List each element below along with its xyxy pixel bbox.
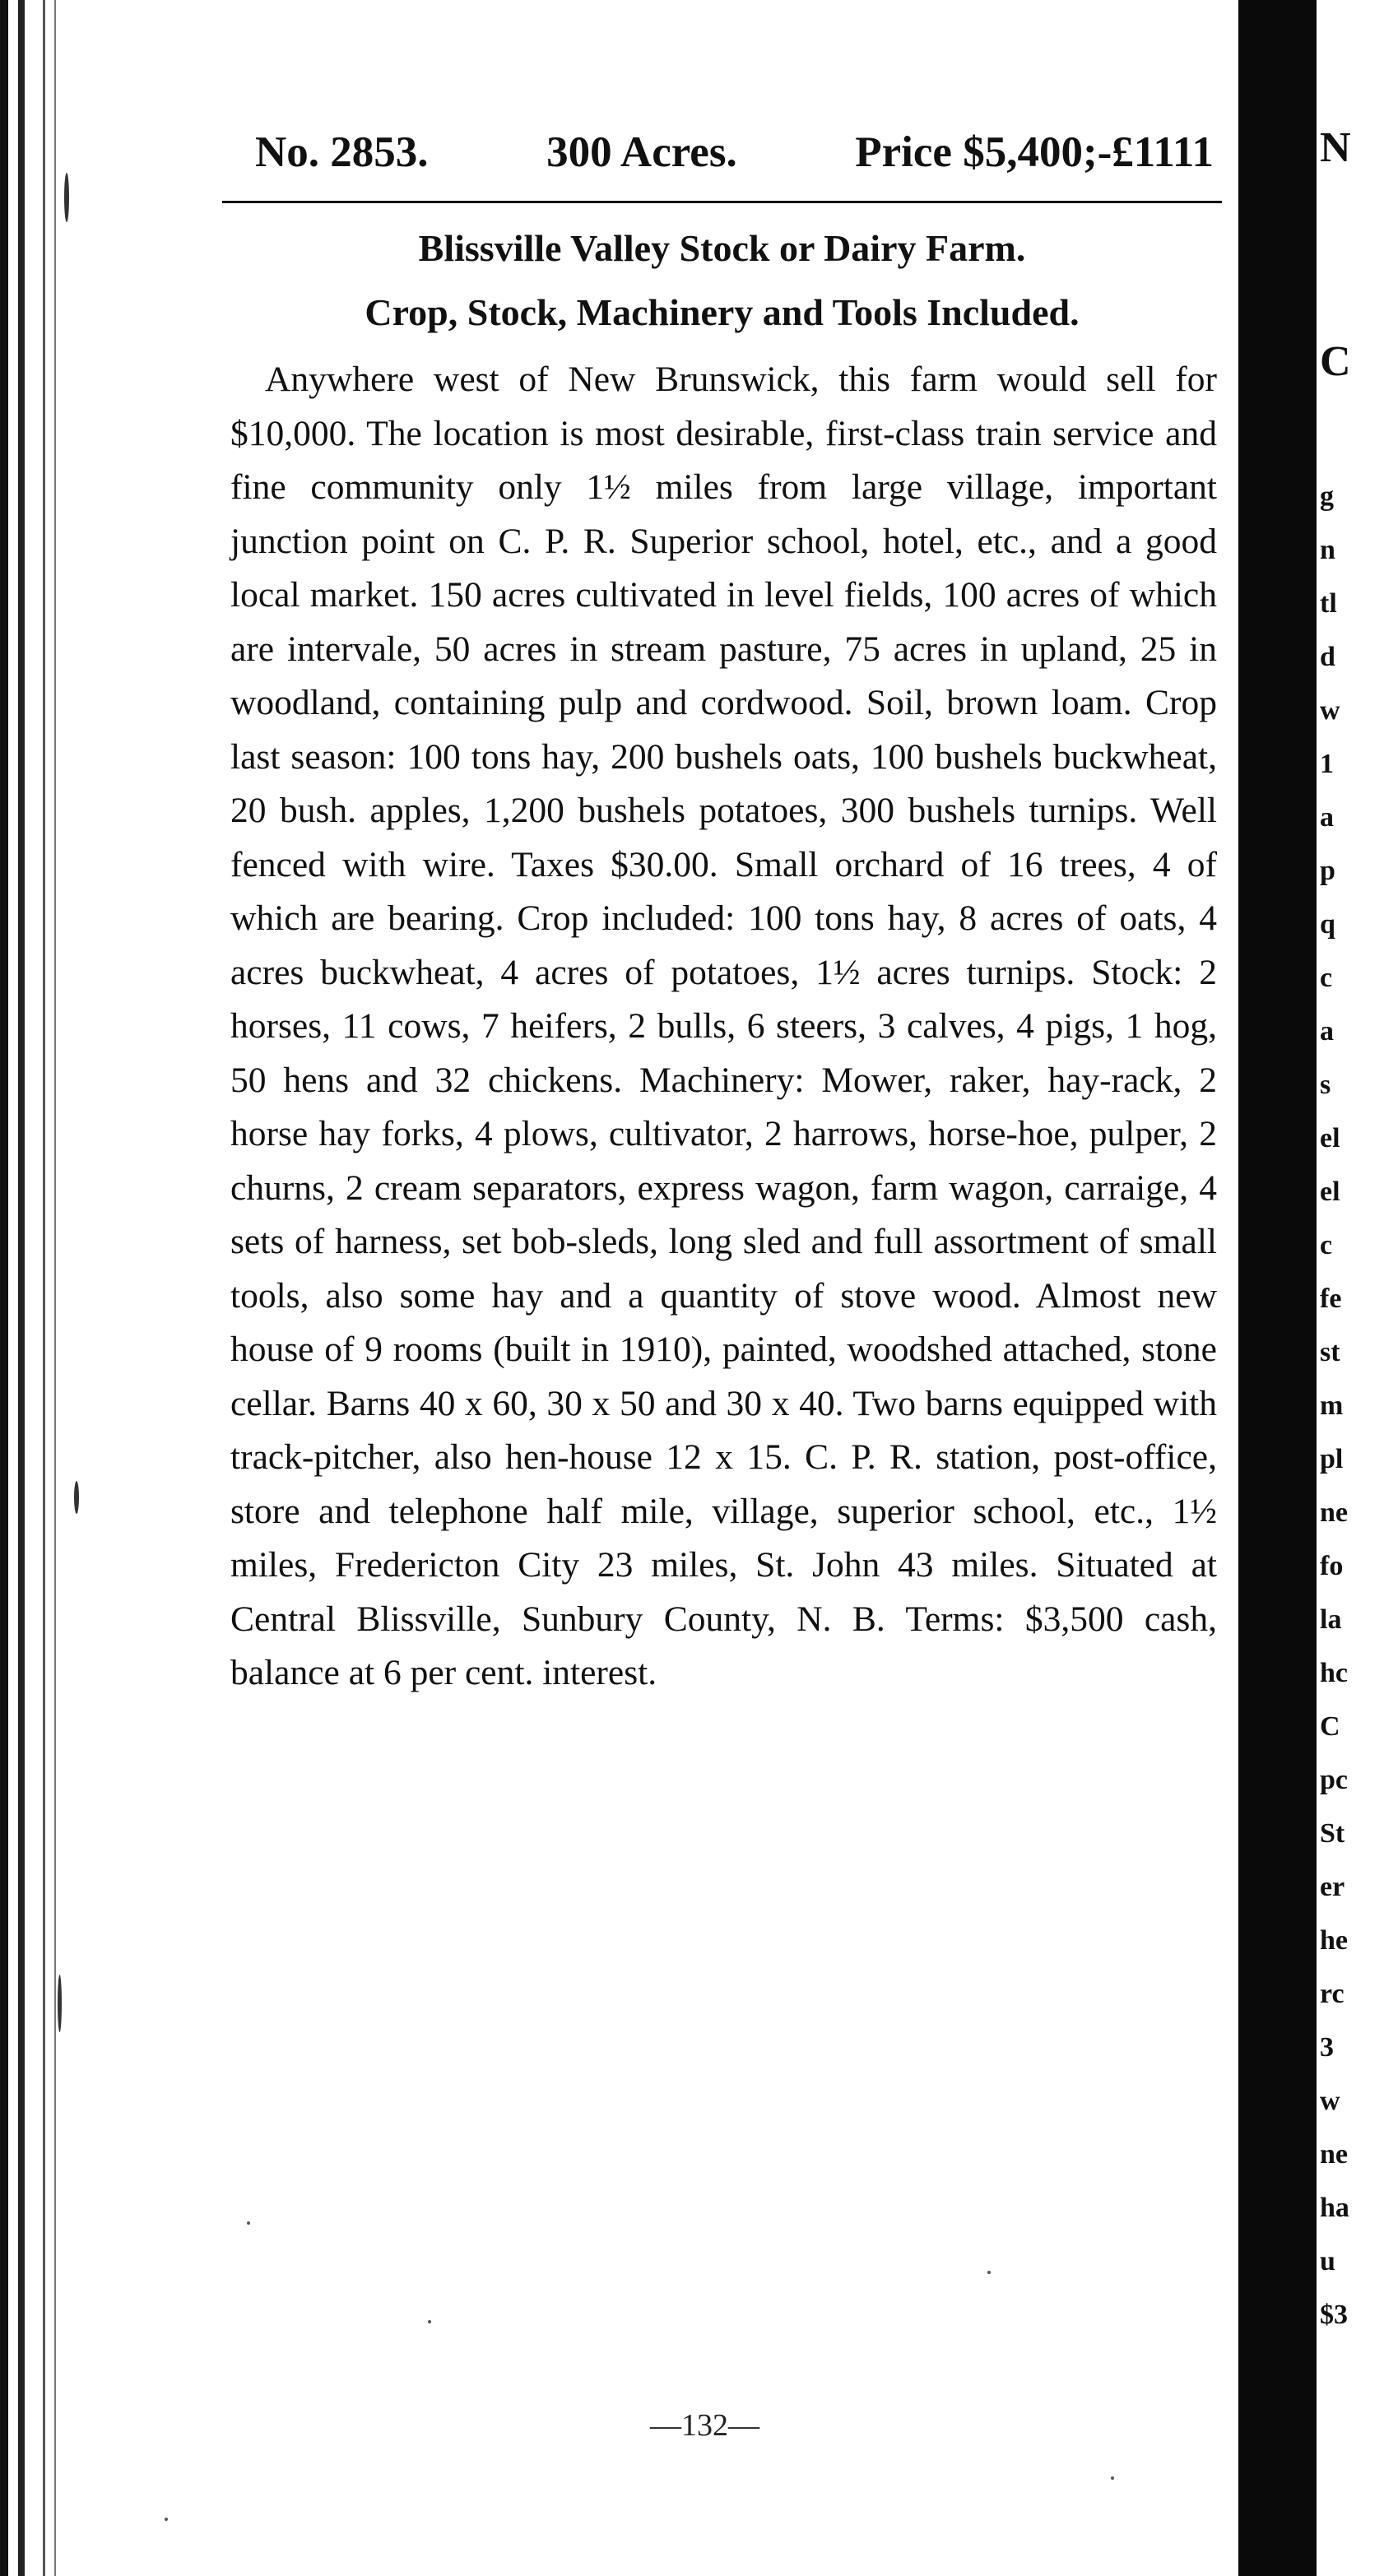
- adjacent-column-fragment: C: [1320, 338, 1351, 385]
- adjacent-column-fragment: tl: [1320, 588, 1337, 619]
- margin-mark: [74, 1481, 79, 1514]
- adjacent-column-fragment: u: [1320, 2246, 1335, 2277]
- margin-mark: [64, 173, 69, 222]
- page-number: —132—: [650, 2408, 759, 2443]
- adjacent-column-fragment: q: [1320, 909, 1335, 940]
- adjacent-column-fragment: fe: [1320, 1283, 1342, 1314]
- adjacent-column-fragment: n: [1320, 535, 1335, 565]
- adjacent-column-fragment: hc: [1320, 1658, 1348, 1688]
- adjacent-column-fragment: g: [1320, 481, 1334, 512]
- adjacent-column-fragment: w: [1320, 2086, 1340, 2116]
- listing-header: [222, 123, 1222, 181]
- listing-column: [222, 123, 1222, 1701]
- listing-description: Anywhere west of New Brunswick, this farm would sell for $10,000. The location is most desirable, first-class train service and fine community only 1½ miles from large village, important junction point on C. P. R. Superior school, hotel, etc., and a good local market. 150 acres cultivated in level fields, 100 acres of which are intervale, 50 acres in stream pasture, 75 acres in upland, 25 in woodland, containing pulp and cordwood. Soil, brown loam. Crop last season: 100 tons hay, 200 bushels oats, 100 bushels buckwheat, 20 bush. apples, 1,200 bushels potatoes, 300 bushels turnips. Well fenced with wire. Taxes $30.00. Small orchard of 16 trees, 4 of which are bearing. Crop included: 100 tons hay, 8 acres of oats, 4 acres buckwheat, 4 acres of potatoes, 1½ acres turnips. Stock: 2 horses, 11 cows, 7 heifers, 2 bulls, 6 steers, 3 calves, 4 pigs, 1 hog, 50 hens and 32 chickens. Machinery: Mower, raker, hay-rack, 2 horse hay forks, 4 plows, cultivator, 2 harrows, horse-hoe, pulper, 2 churns, 2 cream separators, express wagon, farm wagon, carraige, 4 sets of harness, set bob-sleds, long sled and full assortment of small tools, also some hay and a quantity of stove wood. Almost new house of 9 rooms (built in 1910), painted, woodshed attached, stone cellar. Barns 40 x 60, 30 x 50 and 30 x 40. Two barns equipped with track-pitcher, also hen-house 12 x 15. C. P. R. station, post-office, store and telephone half mile, village, superior school, etc., 1½ miles, Fredericton City 23 miles, St. John 43 miles. Situated at Central Blissville, Sunbury County, N. B. Terms: $3,500 cash, balance at 6 per cent. interest.: [230, 360, 1217, 1692]
- adjacent-column-fragment: $3: [1320, 2300, 1348, 2330]
- adjacent-column-fragment: la: [1320, 1604, 1342, 1635]
- adjacent-column-fragment: el: [1320, 1177, 1340, 1207]
- listing-number: No. 2853.: [255, 128, 429, 176]
- adjacent-column-fragment: N: [1320, 124, 1351, 171]
- listing-acres: 300 Acres.: [546, 128, 737, 176]
- adjacent-column-fragment: st: [1320, 1337, 1340, 1367]
- adjacent-column-fragment: er: [1320, 1872, 1345, 1902]
- adjacent-column-fragment: he: [1320, 1925, 1348, 1956]
- page-binding-edge: [0, 0, 99, 2576]
- gutter-shadow: [1238, 0, 1317, 2576]
- adjacent-column-fragment: C: [1320, 1711, 1340, 1742]
- listing-price: Price $5,400;-£1111: [855, 128, 1214, 176]
- print-speck: [428, 2320, 431, 2323]
- print-speck: [165, 2518, 168, 2521]
- adjacent-column-fragment: 3: [1320, 2032, 1334, 2063]
- adjacent-column-fragment: s: [1320, 1070, 1331, 1100]
- adjacent-column-fragment: a: [1320, 1016, 1334, 1047]
- adjacent-column-fragment: pc: [1320, 1765, 1348, 1795]
- adjacent-column-fragment: el: [1320, 1123, 1340, 1153]
- adjacent-column-fragment: rc: [1320, 1979, 1345, 2009]
- adjacent-column-fragment: fo: [1320, 1551, 1344, 1581]
- print-speck: [1111, 2476, 1114, 2480]
- adjacent-column-fragment: c: [1320, 1230, 1333, 1260]
- adjacent-column-fragment: a: [1320, 802, 1334, 833]
- adjacent-column-fragment: c: [1320, 963, 1333, 993]
- adjacent-column-fragment: ha: [1320, 2193, 1349, 2223]
- adjacent-column-fragment: ne: [1320, 1497, 1348, 1528]
- adjacent-column-fragment: pl: [1320, 1444, 1344, 1474]
- farm-title: Blissville Valley Stock or Dairy Farm.: [418, 227, 1026, 269]
- adjacent-column-edge: [1317, 0, 1384, 2576]
- print-speck: [247, 2221, 250, 2225]
- farm-subtitle: Crop, Stock, Machinery and Tools Included.: [365, 291, 1080, 333]
- print-speck: [987, 2271, 991, 2274]
- adjacent-column-fragment: m: [1320, 1390, 1344, 1421]
- header-rule: [222, 201, 1222, 203]
- adjacent-column-fragment: d: [1320, 642, 1335, 672]
- adjacent-column-fragment: ne: [1320, 2139, 1348, 2170]
- adjacent-column-fragment: p: [1320, 856, 1335, 886]
- margin-mark: [58, 1975, 62, 2032]
- adjacent-column-fragment: 1: [1320, 749, 1334, 779]
- adjacent-column-fragment: St: [1320, 1818, 1345, 1849]
- adjacent-column-fragment: w: [1320, 695, 1340, 726]
